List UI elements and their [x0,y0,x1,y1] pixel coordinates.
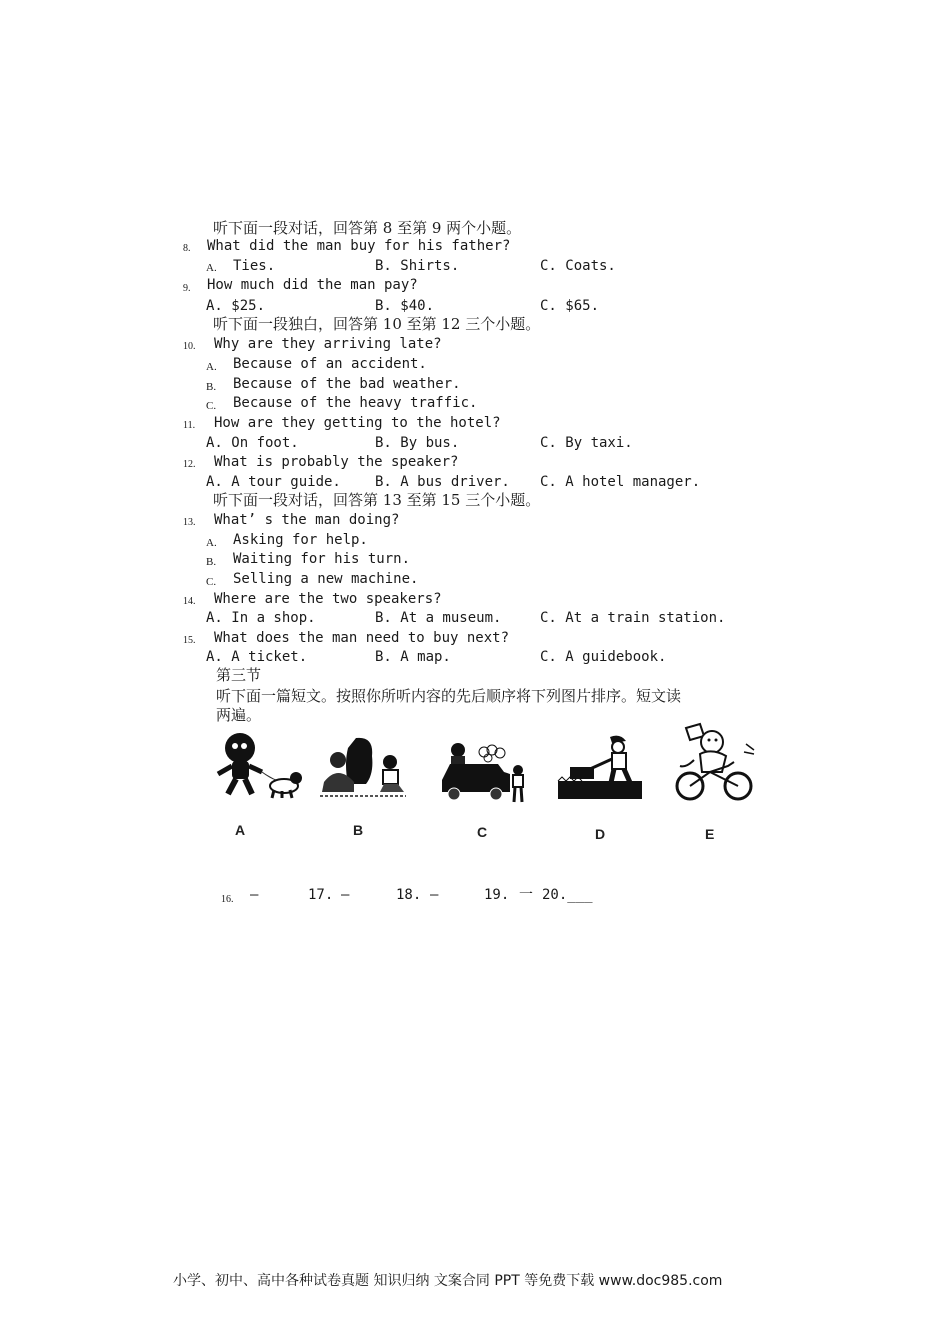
option-label: A. [206,361,217,373]
option-a: A. A tour guide. [206,474,341,490]
footer-text: 小学、初中、高中各种试卷真题 知识归纳 文案合同 PPT 等免费下载 www.doc985.com [173,1273,723,1289]
picture-label-e: E [705,826,715,842]
answer-number: 18. [396,887,422,903]
section-instruction: 听下面一篇短文。按照你所听内容的先后顺序将下列图片排序。短文读 [216,687,682,705]
question-text: How are they getting to the hotel? [214,415,501,431]
option-b: B. By bus. [375,435,460,451]
option-label: A. [206,537,217,549]
picture-label-c: C [477,824,488,840]
instruction-q13-15: 听下面一段对话，回答第 13 至第 15 三个小题。 [213,491,541,509]
question-number: 12. [183,459,196,470]
instruction-q8-9: 听下面一段对话，回答第 8 至第 9 两个小题。 [213,219,522,237]
riding-bike-icon [670,722,758,804]
option-b: Because of the bad weather. [233,376,461,392]
mowing-lawn-icon [556,731,644,801]
option-b: B. Shirts. [375,258,460,274]
picture-label-a: A [235,822,246,838]
section-title: 第三节 [216,666,262,684]
question-number: 8. [183,243,191,254]
question-number: 9. [183,283,191,294]
question-number: 11. [183,420,196,431]
option-c: Because of the heavy traffic. [233,395,478,411]
picture-label-b: B [353,822,364,838]
answer-number: 19. [484,887,510,903]
family-sitting-icon [318,734,408,800]
instruction-q10-12: 听下面一段独白，回答第 10 至第 12 三个小题。 [213,315,541,333]
option-c: C. At a train station. [540,610,726,626]
option-b: B. A bus driver. [375,474,510,490]
option-a: Because of an accident. [233,356,427,372]
option-c: Selling a new machine. [233,571,419,587]
option-label: B. [206,556,217,568]
question-text: What did the man buy for his father? [207,238,511,254]
option-c: C. Coats. [540,258,616,274]
answer-blank[interactable]: — [430,887,439,903]
answer-blank[interactable]: 一 [519,887,533,903]
option-a: A. In a shop. [206,610,316,626]
question-number: 10. [183,341,196,352]
section-instruction: 两遍。 [216,706,262,724]
option-a: A. On foot. [206,435,299,451]
question-text: How much did the man pay? [207,277,418,293]
answer-blank[interactable]: — [250,887,259,903]
question-text: Where are the two speakers? [214,591,442,607]
option-label: C. [206,576,217,588]
question-text: What is probably the speaker? [214,454,459,470]
option-c: C. $65. [540,298,600,314]
option-a: Ties. [233,258,276,274]
question-number: 14. [183,596,196,607]
question-text: What’ s the man doing? [214,512,400,528]
question-number: 15. [183,635,196,646]
answer-number[interactable]: 20.___ [542,887,593,903]
question-text: What does the man need to buy next? [214,630,510,646]
option-b: B. $40. [375,298,435,314]
washing-car-icon [438,738,530,806]
option-a: A. A ticket. [206,649,308,665]
option-b: B. A map. [375,649,451,665]
option-a: A. $25. [206,298,266,314]
option-a: Asking for help. [233,532,368,548]
option-b: B. At a museum. [375,610,502,626]
picture-label-d: D [595,826,606,842]
option-c: C. A hotel manager. [540,474,701,490]
option-label: B. [206,381,217,393]
option-b: Waiting for his turn. [233,551,411,567]
option-c: C. By taxi. [540,435,633,451]
child-walking-dog-icon [210,728,302,800]
question-text: Why are they arriving late? [214,336,442,352]
option-c: C. A guidebook. [540,649,667,665]
answer-number: 17. [308,887,334,903]
question-number: 13. [183,517,196,528]
answer-number: 16. [221,894,234,905]
answer-blank[interactable]: — [341,887,350,903]
option-label: C. [206,400,217,412]
option-label: A. [206,262,217,274]
